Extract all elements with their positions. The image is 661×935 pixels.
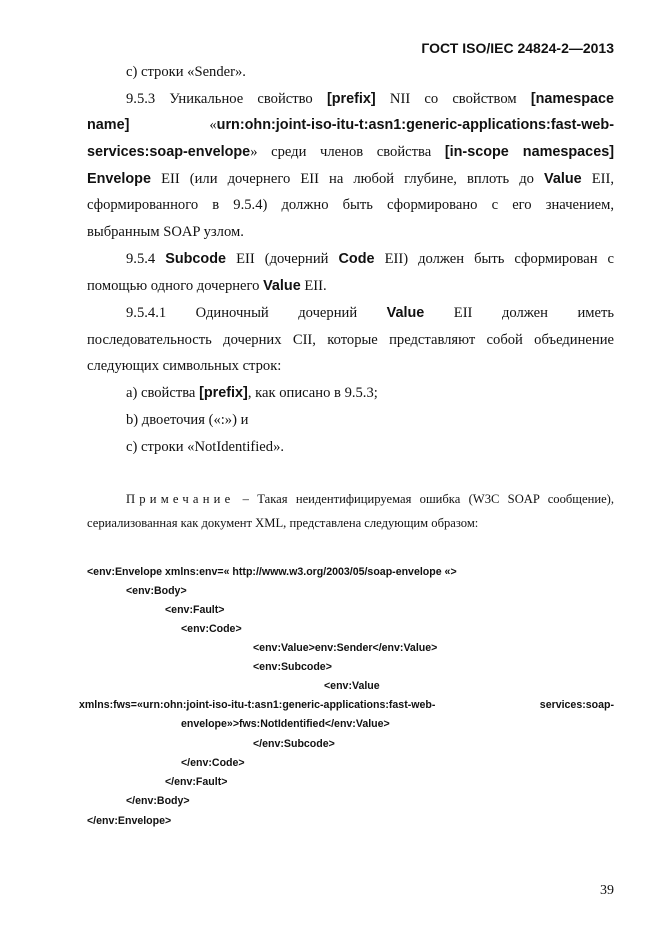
list-item-c: с) строки «NotIdentified». — [126, 439, 285, 455]
code-line: <env:Envelope xmlns:env=« http://www.w3.org/2003/05/soap-envelope «> — [87, 566, 457, 578]
p953-line-6: выбранным SOAP узлом. — [87, 224, 244, 240]
p953-line-2: name] «urn:ohn:joint-iso-itu-t:asn1:generic-applications:fast-web- — [87, 117, 614, 133]
page-number: 39 — [600, 883, 614, 898]
p953-line-3: services:soap-envelope» среди членов свойства [in-scope namespaces] — [87, 144, 614, 160]
p953-line-5: сформированного в 9.5.4) должно быть сформировано с его значением, — [87, 197, 614, 213]
code-line: <env:Value — [324, 680, 380, 692]
in-scope-term: [in-scope namespaces] — [444, 144, 614, 160]
code-line: <env:Code> — [181, 623, 242, 635]
note-line-2: сериализованная как документ XML, представлена следующим образом: — [87, 516, 479, 530]
p954-line-2: помощью одного дочернего Value EII. — [87, 278, 327, 294]
namespace-term: [namespace — [530, 91, 615, 107]
code-line: <env:Value>env:Sender</env:Value> — [253, 642, 438, 654]
code-line: services:soap- — [539, 699, 614, 711]
list-item-a: а) свойства [prefix], как описано в 9.5.3; — [126, 385, 378, 401]
code-line: </env:Code> — [181, 757, 245, 769]
code-line: </env:Fault> — [165, 776, 228, 788]
p9541-line-1: 9.5.4.1 Одиночный дочерний Value EII должен иметь — [126, 305, 615, 321]
page-header: ГОСТ ISO/IEC 24824-2—2013 — [421, 40, 614, 56]
p953-line-4: Envelope EII (или дочернего EII на любой глубине, вплоть до Value EII, — [87, 171, 614, 187]
urn-term: urn:ohn:joint-iso-itu-t:asn1:generic-applications:fast-web- — [216, 117, 614, 133]
list-item-sender: с) строки «Sender». — [126, 64, 246, 80]
code-line: xmlns:fws=«urn:ohn:joint-iso-itu-t:asn1:generic-applications:fast-web- — [79, 699, 436, 711]
code-line: </env:Envelope> — [87, 815, 172, 827]
p9541-line-2: последовательность дочерних CII, которые представляют собой объединение — [87, 332, 614, 348]
list-item-b: b) двоеточия («:») и — [126, 412, 249, 428]
p9541-line-3: следующих символьных строк: — [87, 358, 282, 374]
note-line-1: Примечание – Такая неидентифицируемая ошибка (W3C SOAP сообщение), — [126, 492, 614, 506]
code-line: <env:Body> — [126, 585, 187, 597]
code-line: <env:Fault> — [165, 604, 225, 616]
code-line: <env:Subcode> — [253, 661, 332, 673]
code-line: envelope»>fws:NotIdentified</env:Value> — [181, 718, 390, 730]
code-line: </env:Body> — [126, 795, 190, 807]
code-line: </env:Subcode> — [253, 738, 335, 750]
note-label: Примечание — [126, 492, 235, 506]
p954-line-1: 9.5.4 Subcode EII (дочерний Code EII) должен быть сформирован с — [126, 251, 615, 267]
p953-line-1: 9.5.3 Уникальное свойство [prefix] NII со свойством [namespace — [126, 91, 615, 107]
prefix-term: [prefix] — [326, 91, 376, 107]
